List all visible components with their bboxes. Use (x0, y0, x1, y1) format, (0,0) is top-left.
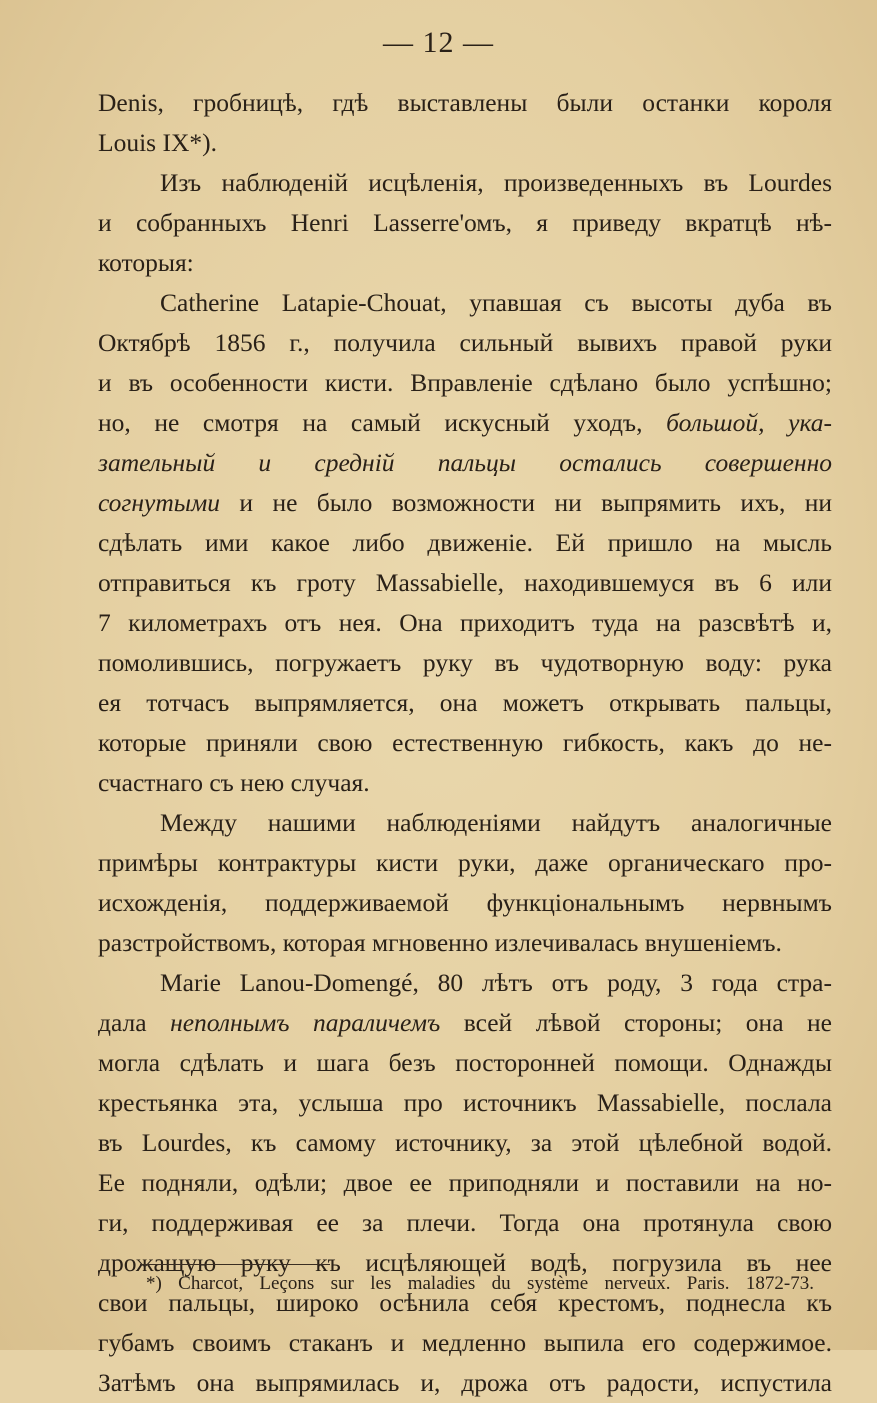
footnote-divider (140, 1264, 330, 1265)
text-run: Затѣмъ она выпрямилась и, дрожа отъ радости, испустила (98, 1368, 832, 1397)
text-line (98, 1083, 832, 1123)
text-run: дрожащую руку къ исцѣляющей водѣ, погрузила въ нее (98, 1248, 832, 1277)
text-line (98, 763, 832, 803)
text-line (98, 1123, 832, 1163)
text-line (98, 883, 832, 923)
text-run: помолившись, погружаетъ руку въ чудотворную воду: рука (98, 648, 832, 677)
text-line (98, 643, 832, 683)
text-line (98, 1163, 832, 1203)
text-line (98, 443, 832, 483)
text-run: Denis, гробницѣ, гдѣ выставлены были останки короля (98, 88, 832, 117)
italic-text-run: неполнымъ параличемъ (170, 1008, 441, 1037)
text-line (98, 1323, 832, 1363)
text-line (98, 1043, 832, 1083)
text-line (98, 603, 832, 643)
text-line (98, 83, 832, 123)
text-line (98, 363, 832, 403)
text-run: Между нашими наблюденіями найдутъ аналогичные (160, 808, 832, 837)
text-run: примѣры контрактуры кисти руки, даже органическаго про- (98, 848, 832, 877)
text-line (98, 283, 832, 323)
text-line (98, 123, 832, 163)
text-run: крестьянка эта, услыша про источникъ Massabielle, послала (98, 1088, 832, 1117)
text-run: и не было возможности ни выпрямить ихъ, ни (220, 488, 832, 517)
text-run: и въ особенности кисти. Вправленіе сдѣлано было успѣшно; (98, 368, 832, 397)
text-line (98, 843, 832, 883)
text-run: Изъ наблюденій исцѣленія, произведенныхъ въ Lourdes (160, 168, 832, 197)
text-line (98, 523, 832, 563)
text-run: разстройствомъ, которая мгновенно излечивалась внушеніемъ. (98, 928, 782, 957)
text-line (98, 803, 832, 843)
text-line (98, 723, 832, 763)
text-run: отправиться къ гроту Massabielle, находившемуся въ 6 или (98, 568, 832, 597)
italic-text-run: большой, ука- (666, 408, 832, 437)
text-run: Marie Lanou-Domengé, 80 лѣтъ отъ роду, 3 года стра- (160, 968, 832, 997)
text-line (98, 163, 832, 203)
text-run: и собранныхъ Henri Lasserre'омъ, я приведу вкратцѣ нѣ- (98, 208, 832, 237)
text-run: исхожденія, поддерживаемой функціональнымъ нервнымъ (98, 888, 832, 917)
text-line (98, 203, 832, 243)
text-run: Ее подняли, одѣли; двое ее приподняли и поставили на но- (98, 1168, 832, 1197)
text-line (98, 923, 832, 963)
text-run: дала (98, 1008, 171, 1037)
text-run: которыя: (98, 248, 194, 277)
text-run: ея тотчасъ выпрямляется, она можетъ открывать пальцы, (98, 688, 832, 717)
text-run: въ Lourdes, къ самому источнику, за этой цѣлебной водой. (98, 1128, 832, 1157)
text-line (98, 403, 832, 443)
text-run: но, не смотря на самый искусный уходъ, (98, 408, 667, 437)
italic-text-run: зательный и средній пальцы остались совершенно (98, 448, 832, 477)
text-run: сдѣлать ими какое либо движеніе. Ей пришло на мысль (98, 528, 832, 557)
text-line (98, 243, 832, 283)
footnote: *) Charcot, Leçons sur les maladies du système nerveux. Paris. 1872-73. (146, 1273, 814, 1294)
text-line (98, 683, 832, 723)
page-number: — 12 — (383, 26, 494, 59)
text-run: Louis IX*). (98, 128, 217, 157)
text-line (98, 1003, 832, 1043)
text-run: Catherine Latapie-Chouat, упавшая съ высоты дуба въ (160, 288, 832, 317)
text-run: всей лѣвой стороны; она не (440, 1008, 832, 1037)
text-run: Октябрѣ 1856 г., получила сильный вывихъ правой руки (98, 328, 832, 357)
text-run: свои пальцы, широко осѣнила себя крестомъ, поднесла къ (98, 1288, 832, 1317)
text-run: могла сдѣлать и шага безъ посторонней помощи. Однажды (98, 1048, 832, 1077)
text-line (98, 1203, 832, 1243)
text-run: которые приняли свою естественную гибкость, какъ до не- (98, 728, 832, 757)
text-run: ги, поддерживая ее за плечи. Тогда она протянула свою (98, 1208, 832, 1237)
text-line (98, 1363, 832, 1403)
text-run: 7 километрахъ отъ нея. Она приходитъ туда на разсвѣтѣ и, (98, 608, 832, 637)
text-run: губамъ своимъ стаканъ и медленно выпила его содержимое. (98, 1328, 832, 1357)
text-run: счастнаго съ нею случая. (98, 768, 370, 797)
text-line (98, 483, 832, 523)
italic-text-run: согнутыми (98, 488, 221, 517)
text-line (98, 323, 832, 363)
page-body-text (98, 83, 832, 1403)
text-line (98, 563, 832, 603)
text-line (98, 963, 832, 1003)
